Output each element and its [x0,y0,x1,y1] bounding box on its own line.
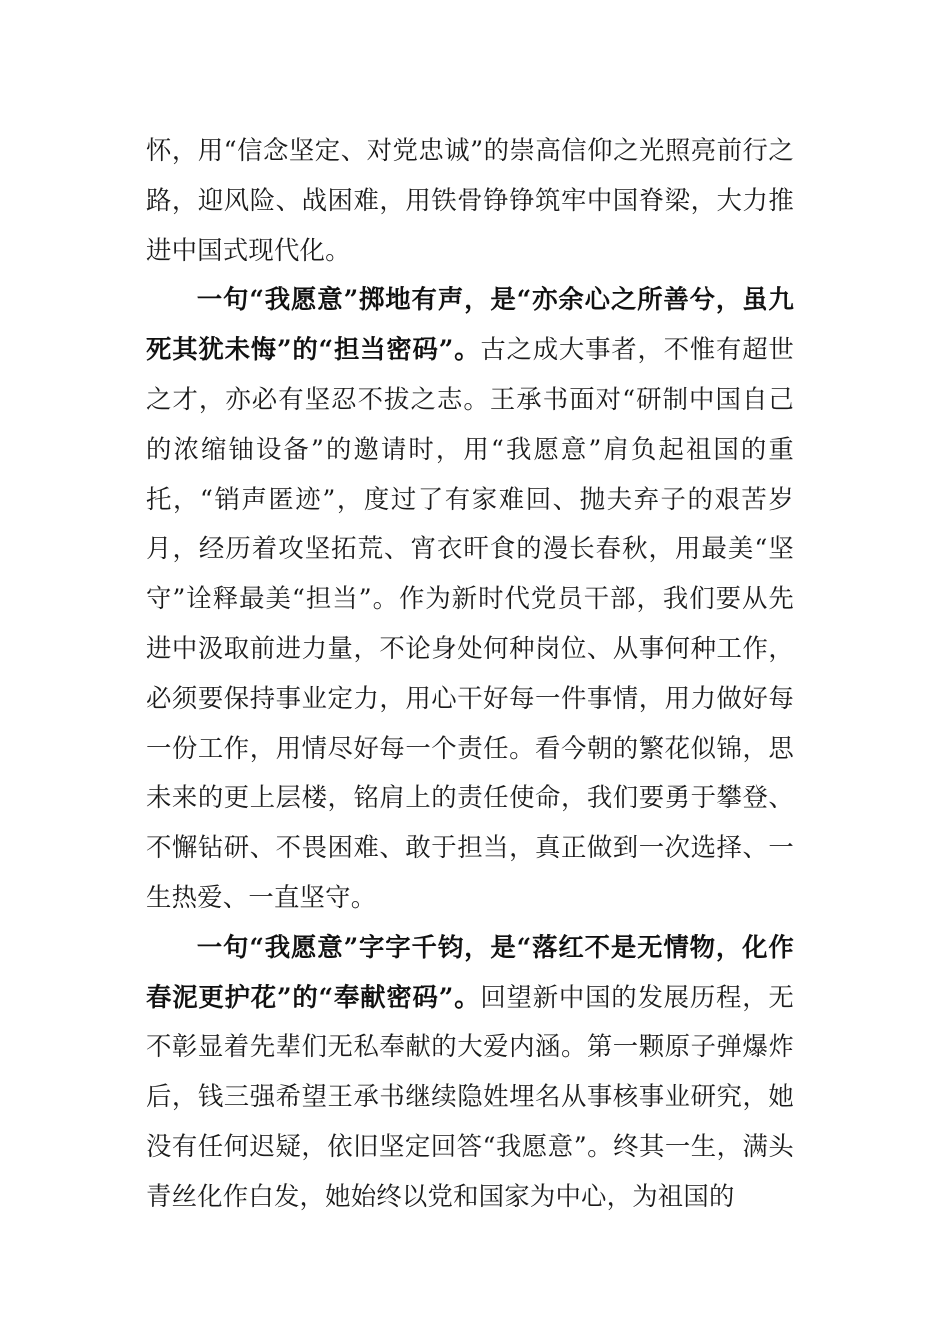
paragraph-text: 回望新中国的发展历程，无不彰显着先辈们无私奉献的大爱内涵。第一颗原子弹爆炸后，钱三强希望王承书继续隐姓埋名从事核事业研究，她没有任何迟疑，依旧坚定回答“我愿意”。终其一生，满头青丝化作白发，她始终以党和国家为中心，为祖国的 [146,981,794,1211]
paragraph-dedication [146,923,794,1222]
paragraph-text: 怀，用“信念坚定、对党忠诚”的崇高信仰之光照亮前行之路，迎风险、战困难，用铁骨铮铮筑牢中国脊梁，大力推进中国式现代化。 [146,135,794,265]
paragraph-continuation [146,126,794,275]
document-body [146,126,794,1222]
paragraph-responsibility [146,275,794,922]
paragraph-lead: 一句“我愿意”字字千钧，是“落红不是无情物，化作春泥更护花”的“奉献密码”。 [146,931,794,1012]
paragraph-text: 古之成大事者，不惟有超世之才，亦必有坚忍不拔之志。王承书面对“研制中国自己的浓缩铀设备”的邀请时，用“我愿意”肩负起祖国的重托，“销声匿迹”，度过了有家难回、抛夫弃子的艰苦岁月，经历着攻坚拓荒、宵衣旰食的漫长春秋，用最美“坚守”诠释最美“担当”。作为新时代党员干部，我们要从先进中汲取前进力量，不论身处何种岗位、从事何种工作，必须要保持事业定力，用心干好每一件事情，用力做好每一份工作，用情尽好每一个责任。看今朝的繁花似锦，思未来的更上层楼，铭肩上的责任使命，我们要勇于攀登、不懈钻研、不畏困难、敢于担当，真正做到一次选择、一生热爱、一直坚守。 [146,334,794,912]
paragraph-lead: 一句“我愿意”掷地有声，是“亦余心之所善兮，虽九死其犹未悔”的“担当密码”。 [146,284,794,365]
